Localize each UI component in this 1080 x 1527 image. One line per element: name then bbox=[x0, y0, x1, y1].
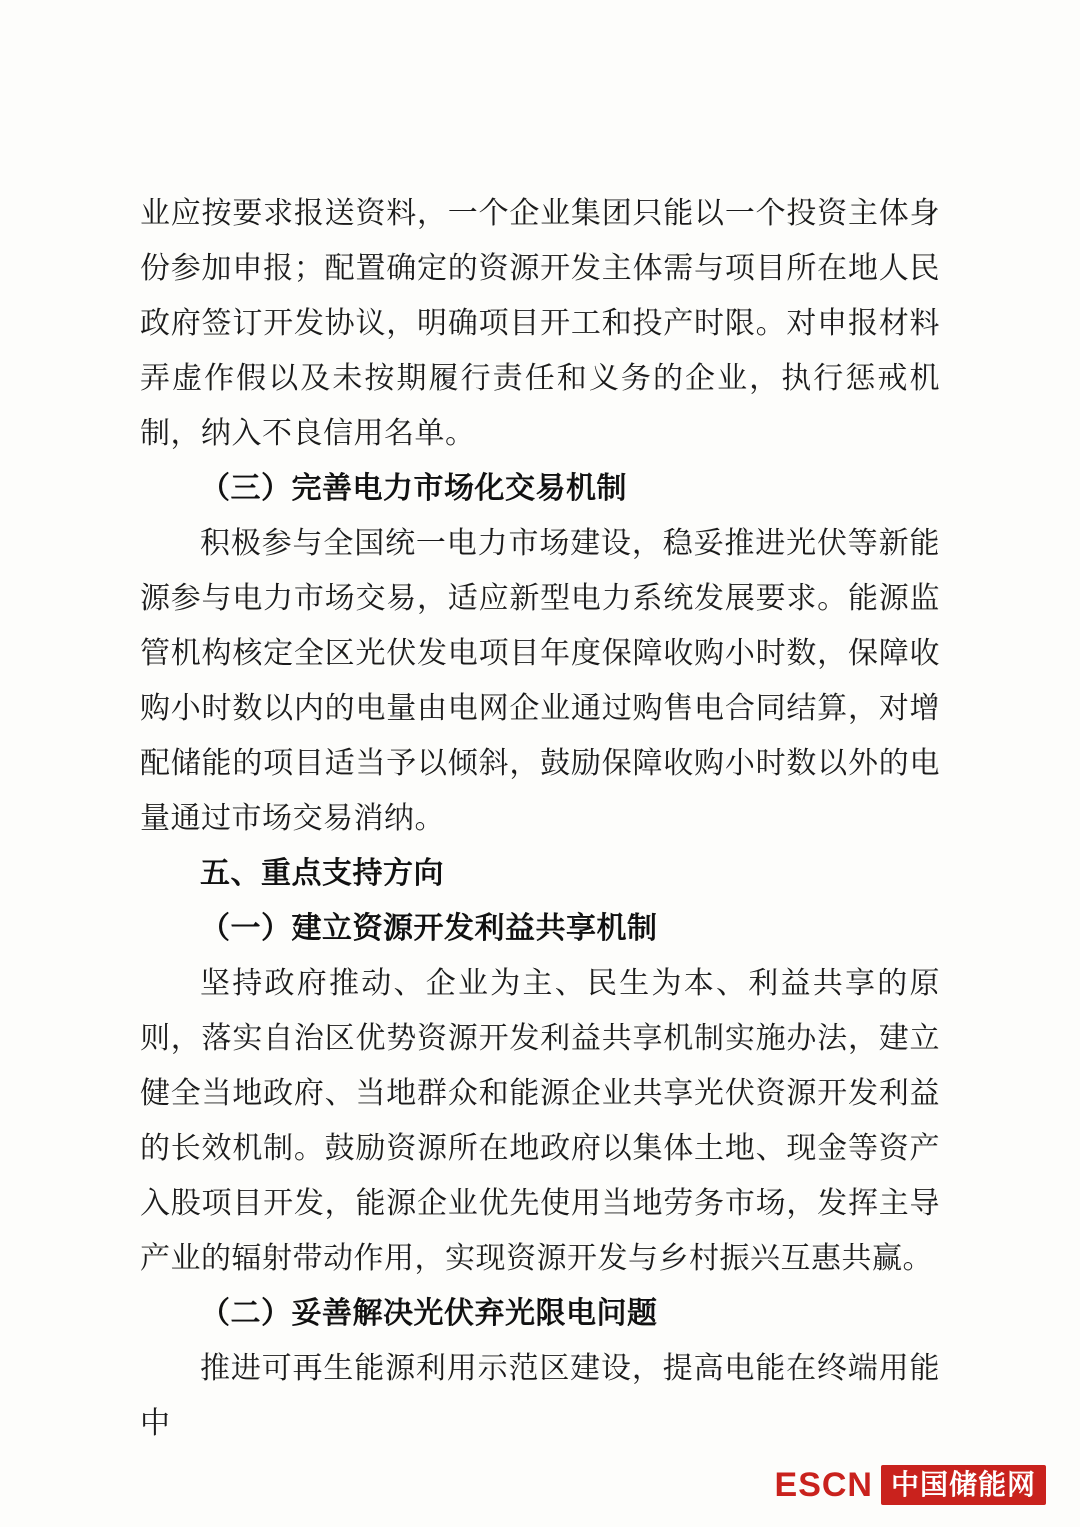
section-heading-3: （三）完善电力市场化交易机制 bbox=[200, 472, 627, 505]
watermark-chinese-text: 中国储能网 bbox=[881, 1465, 1046, 1505]
watermark-latin-text: ESCN bbox=[774, 1465, 873, 1504]
paragraph-continuation: 业应按要求报送资料，一个企业集团只能以一个投资主体身份参加申报；配置确定的资源开发主体需与项目所在地人民政府签订开发协议，明确项目开工和投产时限。对申报材料弄虚作假以及未按期履行责任和义务的企业，执行惩戒机制，纳入不良信用名单。 bbox=[140, 197, 940, 450]
section-heading-2: （二）妥善解决光伏弃光限电问题 bbox=[200, 1297, 658, 1330]
section-heading-1: （一）建立资源开发利益共享机制 bbox=[200, 912, 658, 945]
section-heading-five: 五、重点支持方向 bbox=[200, 857, 444, 890]
paragraph-curtailment: 推进可再生能源利用示范区建设，提高电能在终端用能中 bbox=[140, 1352, 940, 1440]
paragraph-market-mechanism: 积极参与全国统一电力市场建设，稳妥推进光伏等新能源参与电力市场交易，适应新型电力系统发展要求。能源监管机构核定全区光伏发电项目年度保障收购小时数，保障收购小时数以内的电量由电网企业通过购售电合同结算，对增配储能的项目适当予以倾斜，鼓励保障收购小时数以外的电量通过市场交易消纳。 bbox=[140, 527, 940, 835]
paragraph-benefit-sharing: 坚持政府推动、企业为主、民生为本、利益共享的原则，落实自治区优势资源开发利益共享机制实施办法，建立健全当地政府、当地群众和能源企业共享光伏资源开发利益的长效机制。鼓励资源所在地政府以集体土地、现金等资产入股项目开发，能源企业优先使用当地劳务市场，发挥主导产业的辐射带动作用，实现资源开发与乡村振兴互惠共赢。 bbox=[140, 967, 940, 1275]
document-body bbox=[140, 186, 940, 1451]
watermark-logo bbox=[775, 1465, 1046, 1505]
